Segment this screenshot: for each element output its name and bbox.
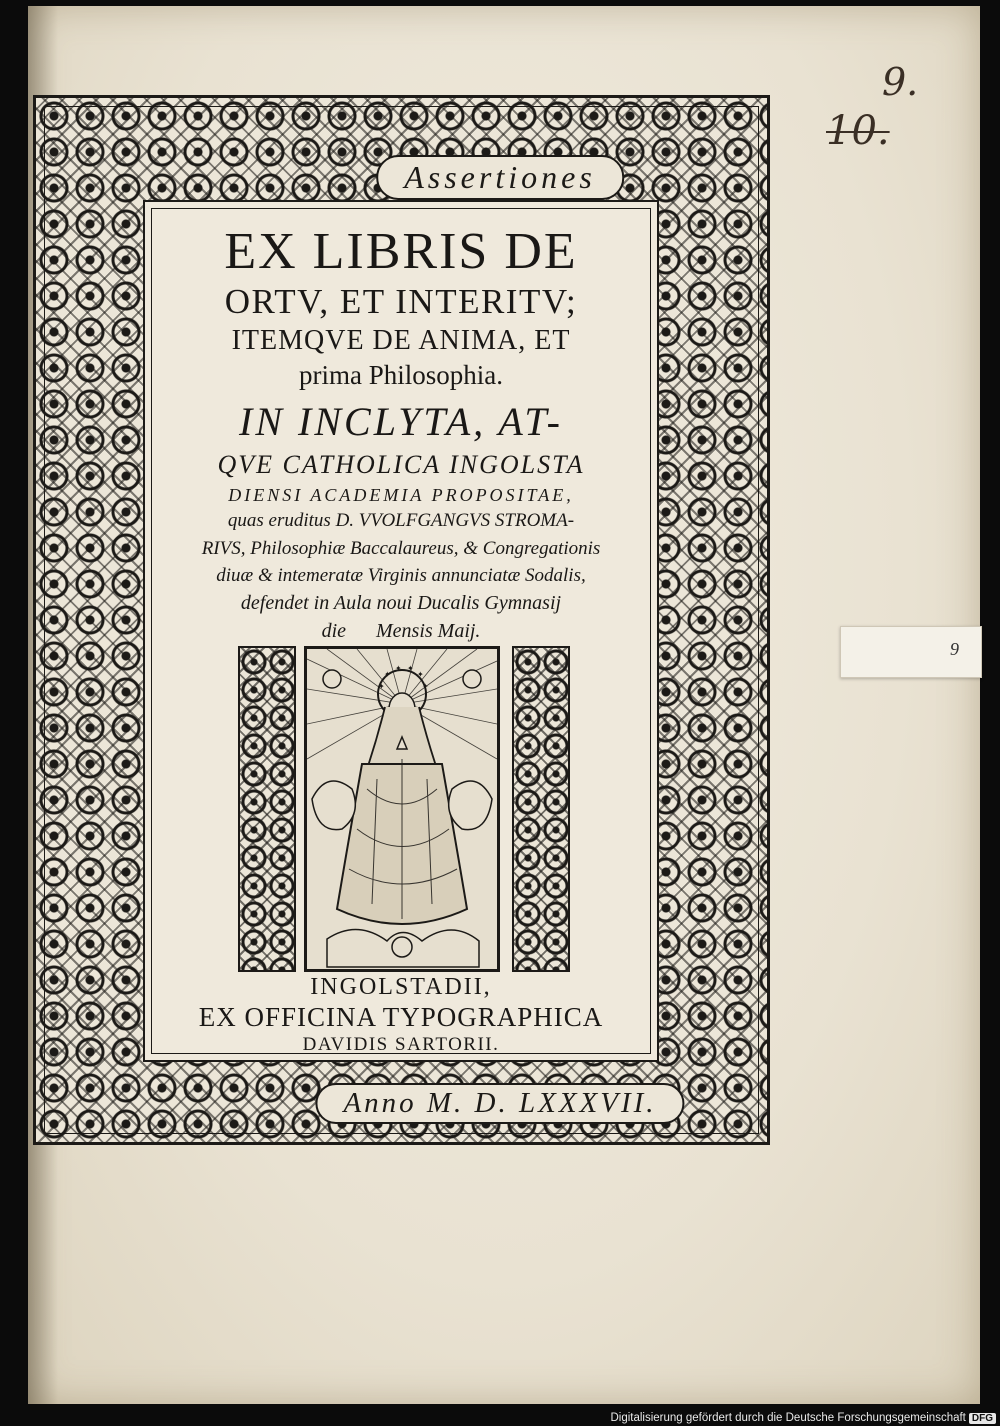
title-line-2: ORTV, ET INTERITV; (224, 282, 578, 321)
imprint-printer: DAVIDIS SARTORII. (302, 1034, 500, 1055)
digitization-credit (610, 1412, 996, 1424)
date-line-left: die (321, 620, 346, 642)
handwritten-number-1: 9. (882, 60, 919, 104)
body-line-3: diuæ & intemeratæ Virginis annunciatæ Sodalis, (216, 565, 586, 586)
left-ornament-column (238, 646, 296, 972)
svg-text:✦: ✦ (417, 670, 424, 679)
page-tab-label: 9 (950, 639, 959, 659)
imprint-officina: EX OFFICINA TYPOGRAPHICA (198, 1002, 604, 1032)
title-line-1: EX LIBRIS DE (224, 223, 578, 280)
title-panel (143, 200, 659, 1062)
page-tab (840, 626, 982, 678)
woodcut-drawing (307, 649, 497, 969)
illustration-block (238, 646, 570, 976)
heading-band: Assertiones (376, 155, 624, 200)
body-line-2: RIVS, Philosophiæ Baccalaureus, & Congregationis (201, 538, 601, 559)
right-ornament-column (512, 646, 570, 972)
intro-line-3: DIENSI ACADEMIA PROPOSITAE, (228, 485, 574, 505)
title-line-3: ITEMQVE DE ANIMA, ET (231, 325, 571, 356)
intro-line-2: QVE CATHOLICA INGOLSTA (217, 450, 585, 479)
date-line (145, 620, 657, 643)
svg-text:✦: ✦ (395, 664, 402, 673)
intro-line-1: IN INCLYTA, AT- (239, 399, 563, 444)
svg-text:✦: ✦ (384, 670, 391, 679)
handwritten-number-2: 10. (826, 108, 890, 154)
woodcut-virgin-mary-image (304, 646, 500, 972)
svg-text:✦: ✦ (407, 664, 414, 673)
svg-text:✦: ✦ (422, 682, 429, 691)
imprint-place: INGOLSTADII, (310, 974, 492, 1000)
svg-text:✦: ✦ (378, 682, 385, 691)
body-line-1: quas eruditus D. VVOLFGANGVS STROMA- (227, 510, 575, 531)
title-line-4: prima Philosophia. (299, 360, 503, 390)
credit-text: Digitalisierung gefördert durch die Deutsche Forschungsgemeinschaft (610, 1412, 966, 1424)
dfg-logo: DFG (969, 1413, 996, 1424)
year-band: Anno M. D. LXXXVII. (315, 1083, 684, 1124)
date-line-right: Mensis Maij. (376, 620, 481, 642)
body-line-4: defendet in Aula noui Ducalis Gymnasij (240, 592, 562, 614)
